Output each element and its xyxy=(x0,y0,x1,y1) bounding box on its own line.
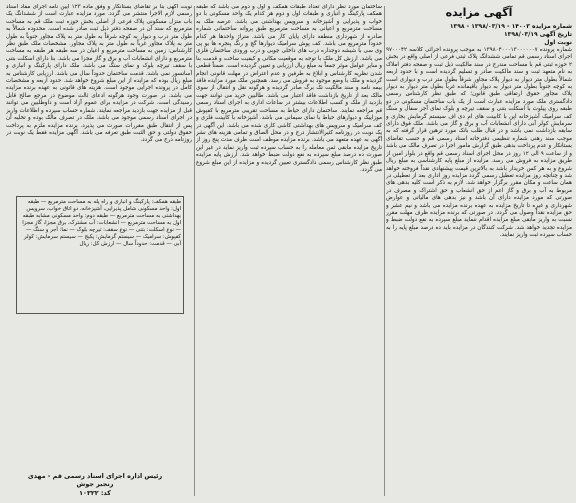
notice-body-right: شماره پرونده ۱۳۹۸۰۴۰۰۰۱۳۰۰۰۰۰۰۷ به موجب پرونده اجرائی کلاسه ۹۷۰۰۰۴۲ اجرای اسناد رسمی قم تمامی ششدانگ پلاک ثبتی فرعی از اصلی واقع در بخش ۲ حوزه ثبتی قم با مساحت مندرج در سند مالکیت ذیل ثبت و صفحه دفتر املاک به نام متعهد ثبت و سند مالکیت صادر و تسلیم گردیده است و با حدود اربعه شمالاً بطول متر دیوار به دیوار پلاک مجاور شرقاً بطول متر درب و دیواری است به کوچه جنوباً بطول متر دیوار به دیوار باقیمانده غرباً بطول متر دیوار به دیوار پلاک مجاور حقوق ارتفاقی طبق قانون؛ که طبق نظر کارشناس رسمی دادگستری ملک مورد مزایده عبارت است از یک باب ساختمان مسکونی در دو طبقه روی پیلوت با اسکلت بتنی و سقف تیرچه و بلوک نمای آجر سفال و سنگ کف سرامیک آشپزخانه اپن با کابینت های ام دی اف سیستم گرمایش بخاری و سرمایش کولر آبی دارای انشعابات آب و برق و گاز می باشد. ملک فوق دارای سابقه بازداشت نمی باشد و در قبال طلب بانک مورد ترهین قرار گرفته که به موجب سند رهنی شماره تنظیمی دفترخانه اسناد رسمی قم و حسب تقاضای بستانکار و عدم پرداخت بدهی طبق گزارش مامور اجرا در تصرف مالک می باشد و از ساعت ۹ الی ۱۲ روز در محل اجرای اسناد رسمی قم واقع در بلوار امین از طریق مزایده به فروش می رسد. مزایده از مبلغ پایه کارشناسی به مبلغ ریال شروع و به هر کس خریدار باشد به بالاترین قیمت پیشنهادی نقداً فروخته خواهد شد و چنانچه روز مزایده تعطیل رسمی گردد مزایده روز اداری بعد از تعطیلی در همان ساعت و مکان مقرر برگزار خواهد شد. لازم به ذکر است کلیه بدهی های مربوط به آب و برق و گاز اعم از حق انشعاب و حق اشتراک و مصرف در صورتی که مورد مزایده دارای آن باشد و نیز بدهی های مالیاتی و عوارض شهرداری و غیره تا تاریخ مزایده به عهده برنده مزایده می باشد و نیم عشر و حق مزایده نقداً وصول می گردد. در صورتی که برنده مزایده ظرف مهلت مقرر نسبت به واریز مابقی مبلغ مزایده اقدام ننماید مبلغ سپرده به نفع دولت ضبط و مزایده تجدید خواهد شد. شرکت کنندگان در مزایده باید ده درصد مبلغ پایه را به حساب سپرده ثبت واریز نمایند. xyxy=(386,47,572,239)
signature-name: رئیس اداره اجرای اسناد رسمی قم - مهدی رنجبر جوش xyxy=(27,471,163,489)
notice-code: کد: ۱۰۳۲۲ xyxy=(79,488,111,497)
notice-number: شماره مزایده ۱۴۰۰۳ - ۱۳۹۸/۰۳/۱۹ - ۱۳۹۸ xyxy=(449,23,572,30)
property-details-text: طبقه همکف: پارکینگ و انباری و راه پله به مساحت مترمربع — طبقه اول: واحد مسکونی شامل پذیرایی، آشپزخانه، دو اتاق خواب، سرویس بهداشتی به مساحت مترمربع — طبقه دوم: واحد مسکونی مشابه طبقه اول به مساحت مترمربع — انشعابات: آب مشترک، برق مجزا، گاز مجزا — نوع اسکلت: بتنی — نوع سقف: تیرچه بلوک — نما: آجر و سنگ — کفپوش: سرامیک — سیستم گرمایش: پکیج — سیستم سرمایش: کولر آبی — قدمت: حدوداً سال — ارزش کل: ریال xyxy=(22,199,181,247)
notice-column-middle xyxy=(196,4,382,500)
property-details-box xyxy=(16,196,184,314)
notice-body-left: نوبت آگهی بنا بر تقاضای بستانکار و وفق ماده ۱۲۳ آیین نامه اجرای مفاد اسناد رسمی لازم الاجرا منتشر می گردد. مورد مزایده عبارت است از ششدانگ یک باب منزل مسکونی پلاک فرعی از اصلی بخش حوزه ثبت ملک قم به مساحت مترمربع که سند آن در صفحه دفتر ذیل ثبت صادر شده است. محدوده شمالاً به طول متر درب و دیوار به کوچه شرقاً به طول متر به پلاک مجاور جنوباً به طول متر به پلاک مجاور غرباً به طول متر به پلاک مجاور. مشخصات ملک طبق نظر کارشناس: زمین به مساحت مترمربع و اعیان در سه طبقه هر طبقه به مساحت مترمربع و دارای انشعابات آب و برق و گاز مجزا می باشد. بنا دارای اسکلت بتنی با سقف تیرچه بلوک و نمای سنگ می باشد. ملک دارای پارکینگ و انباری و آسانسور نمی باشد. قدمت ساختمان حدوداً سال می باشد. ارزیابی کارشناس به مبلغ ریال بوده که مزایده از این مبلغ شروع خواهد شد. حدود اربعه و مشخصات کامل در پرونده اجرایی موجود است. هزینه های قانونی به عهده برنده مزایده می باشد. در صورت وجود هرگونه ادعای ثالث موضوع در مرجع صالح قابل رسیدگی است. شرکت در مزایده برای عموم آزاد است و داوطلبین می توانند قبل از مزایده جهت بازدید مراجعه نمایند. شماره حساب سپرده و اطلاعات واریز در اجرای اسناد رسمی موجود می باشد. ملک در تصرف مالک بوده و تخلیه آن پس از انتقال طبق مقررات صورت می پذیرد. برنده مزایده ملزم به پرداخت حقوق دولتی و حق الثبت طبق تعرفه می باشد. آگهی مزایده فقط یک نوبت در روزنامه درج می گردد. xyxy=(6,4,192,144)
notice-publish-round: نوبت اول xyxy=(544,39,572,46)
notice-body-middle: ساختمان مورد نظر دارای تعداد طبقات همکف و اول و دوم می باشد که طبقه همکف پارکینگ و انباری و طبقات اول و دوم هر کدام یک واحد مسکونی با دو خواب و پذیرایی و آشپزخانه و سرویس بهداشتی می باشد. عرصه ملک به مساحت مترمربع و اعیانی به مساحت مترمربع طبق پروانه ساختمانی شماره صادره از شهرداری منطقه دارای پایان کار می باشد. متراژ واحدها هر کدام حدوداً مترمربع می باشد. کف پوش سرامیک دیوارها گچ و رنگ پنجره ها یو پی وی سی با شیشه دوجداره درب های داخلی چوبی و درب ورودی ساختمان فلزی می باشد. ارزش کل ملک با توجه به موقعیت مکانی و کیفیت ساخت و قدمت بنا و سایر عوامل موثر جمعاً به مبلغ ریال ارزیابی و تعیین گردیده است. ضمناً قطعی شدن نظریه کارشناس و ابلاغ به طرفین و عدم اعتراض در مهلت قانونی انجام گردیده و ملک با وضع موجود به فروش می رسد. همچنین ملک مورد مزایده فاقد بیمه نامه و سند مالکیت تک برگ صادر گردیده و هرگونه نقل و انتقال از سوی مالک بعد از تاریخ بازداشت فاقد اعتبار می باشد. طالبین خرید می توانند جهت بازدید از ملک و کسب اطلاعات بیشتر در ساعات اداری به اجرای اسناد رسمی قم مراجعه نمایند. ساختمان دارای حیاط به مساحت تقریبی مترمربع با کفپوش موزاییک و دیوارهای حیاط با نمای سیمانی می باشد. آشپزخانه با کابینت فلزی و کف سرامیک و سرویس های بهداشتی کاشی کاری شده می باشد. این آگهی در یک نوبت در روزنامه کثیرالانتشار درج و در محل الصاق و تمامی هزینه های نشر آگهی به عهده متعهد می باشد. برنده مزایده موظف است ظرف مدت پنج روز از تاریخ مزایده مابقی ثمن معامله را به حساب سپرده ثبت واریز نماید در غیر این صورت ده درصد مبلغ سپرده به نفع دولت ضبط خواهد شد. ارزش پایه مزایده طبق نظر کارشناس رسمی دادگستری تعیین گردیده و مزایده از این مبلغ شروع می گردد. xyxy=(196,4,382,173)
notice-title: آگهی مزایده xyxy=(445,6,513,19)
signature-block xyxy=(20,472,170,497)
column-divider xyxy=(384,6,385,496)
notice-column-right xyxy=(386,4,572,500)
column-divider xyxy=(194,6,195,496)
notice-date: تاریخ آگهی ۱۳۹۸/۰۳/۱۹ xyxy=(504,31,572,38)
